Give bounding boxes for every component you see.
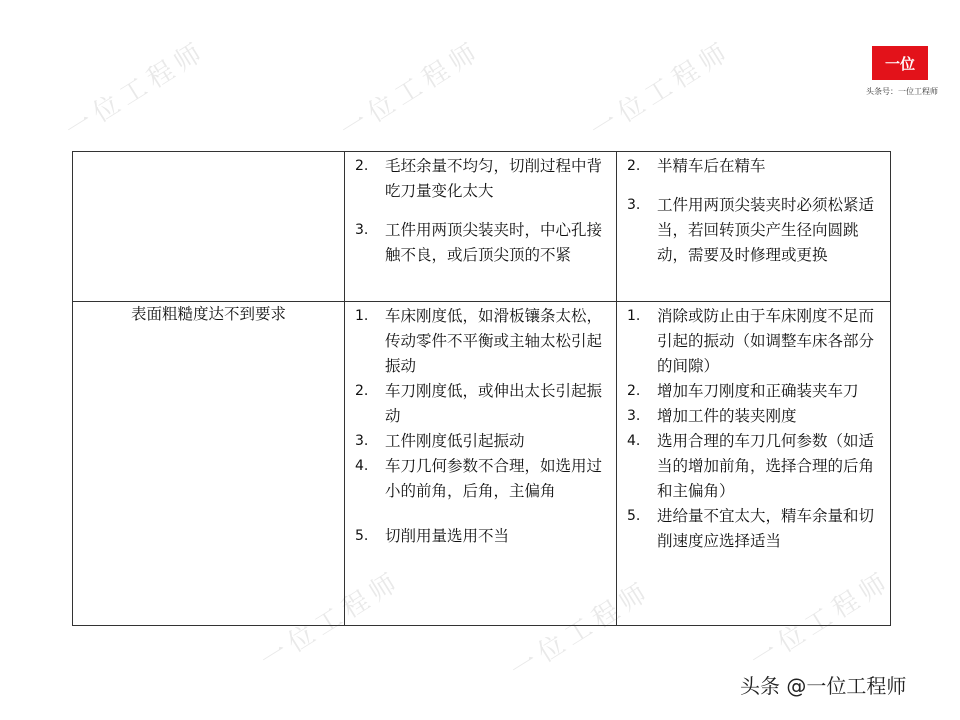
item-text: 车床刚度低，如滑板镶条太松，传动零件不平衡或主轴太松引起振动 <box>385 307 603 375</box>
item-number: 2. <box>355 383 369 399</box>
item-text: 毛坯余量不均匀，切削过程中背吃刀量变化太大 <box>385 157 603 200</box>
item-text: 半精车后在精车 <box>657 157 766 175</box>
item-text: 增加车刀刚度和正确装夹车刀 <box>657 382 859 400</box>
item-number: 1. <box>627 308 641 324</box>
item-number: 2. <box>355 158 369 174</box>
cause-item <box>345 524 606 549</box>
solution-item <box>617 154 880 179</box>
item-number: 4. <box>355 458 369 474</box>
solution-item <box>617 429 880 504</box>
solution-item <box>617 193 880 268</box>
brand-logo-subtitle: 头条号：一位工程师 <box>866 87 938 96</box>
item-number: 2. <box>627 158 641 174</box>
watermark: 一位工程师 <box>60 35 213 146</box>
cause-item <box>345 379 606 429</box>
brand-logo-text: 一位 <box>884 54 915 73</box>
item-text: 增加工件的装夹刚度 <box>657 407 797 425</box>
troubleshooting-table <box>72 151 891 626</box>
cause-cell <box>345 302 617 626</box>
solution-cell <box>617 302 891 626</box>
item-number: 5. <box>627 508 641 524</box>
solution-item <box>617 404 880 429</box>
watermark: 一位工程师 <box>505 575 658 686</box>
item-number: 2. <box>627 383 641 399</box>
item-text: 车刀刚度低，或伸出太长引起振动 <box>385 382 603 425</box>
item-text: 工件用两顶尖装夹时，中心孔接触不良，或后顶尖顶的不紧 <box>385 221 603 264</box>
item-number: 3. <box>355 222 369 238</box>
item-number: 3. <box>627 197 641 213</box>
item-text: 切削用量选用不当 <box>385 527 510 545</box>
table-row <box>73 302 891 626</box>
item-text: 车刀几何参数不合理，如选用过小的前角，后角，主偏角 <box>385 457 603 500</box>
item-text: 选用合理的车刀几何参数（如适当的增加前角，选择合理的后角和主偏角） <box>657 432 875 500</box>
solution-cell <box>617 152 891 302</box>
item-number: 1. <box>355 308 369 324</box>
watermark: 一位工程师 <box>335 35 488 146</box>
cause-item <box>345 454 606 504</box>
item-number: 3. <box>355 433 369 449</box>
item-number: 3. <box>627 408 641 424</box>
cause-item <box>345 429 606 454</box>
item-text: 消除或防止由于车床刚度不足而引起的振动（如调整车床各部分的间隙） <box>657 307 875 375</box>
item-text: 进给量不宜太大，精车余量和切削速度应选择适当 <box>657 507 875 550</box>
item-text: 工件用两顶尖装夹时必须松紧适当，若回转顶尖产生径向圆跳动，需要及时修理或更换 <box>657 196 875 264</box>
solution-item <box>617 504 880 554</box>
watermark: 一位工程师 <box>745 565 898 676</box>
footer-credit: 头条 @一位工程师 <box>740 674 907 698</box>
watermark: 一位工程师 <box>585 35 738 146</box>
item-number: 4. <box>627 433 641 449</box>
cause-item <box>345 218 606 268</box>
table-row <box>73 152 891 302</box>
brand-logo <box>872 46 928 80</box>
problem-cell <box>73 302 345 626</box>
cause-cell <box>345 152 617 302</box>
item-number: 5. <box>355 528 369 544</box>
solution-item <box>617 304 880 379</box>
problem-cell <box>73 152 345 302</box>
cause-item <box>345 154 606 204</box>
item-text: 工件刚度低引起振动 <box>385 432 525 450</box>
cause-item <box>345 304 606 379</box>
solution-item <box>617 379 880 404</box>
watermark: 一位工程师 <box>255 565 408 676</box>
problem-label: 表面粗糙度达不到要求 <box>130 305 286 323</box>
